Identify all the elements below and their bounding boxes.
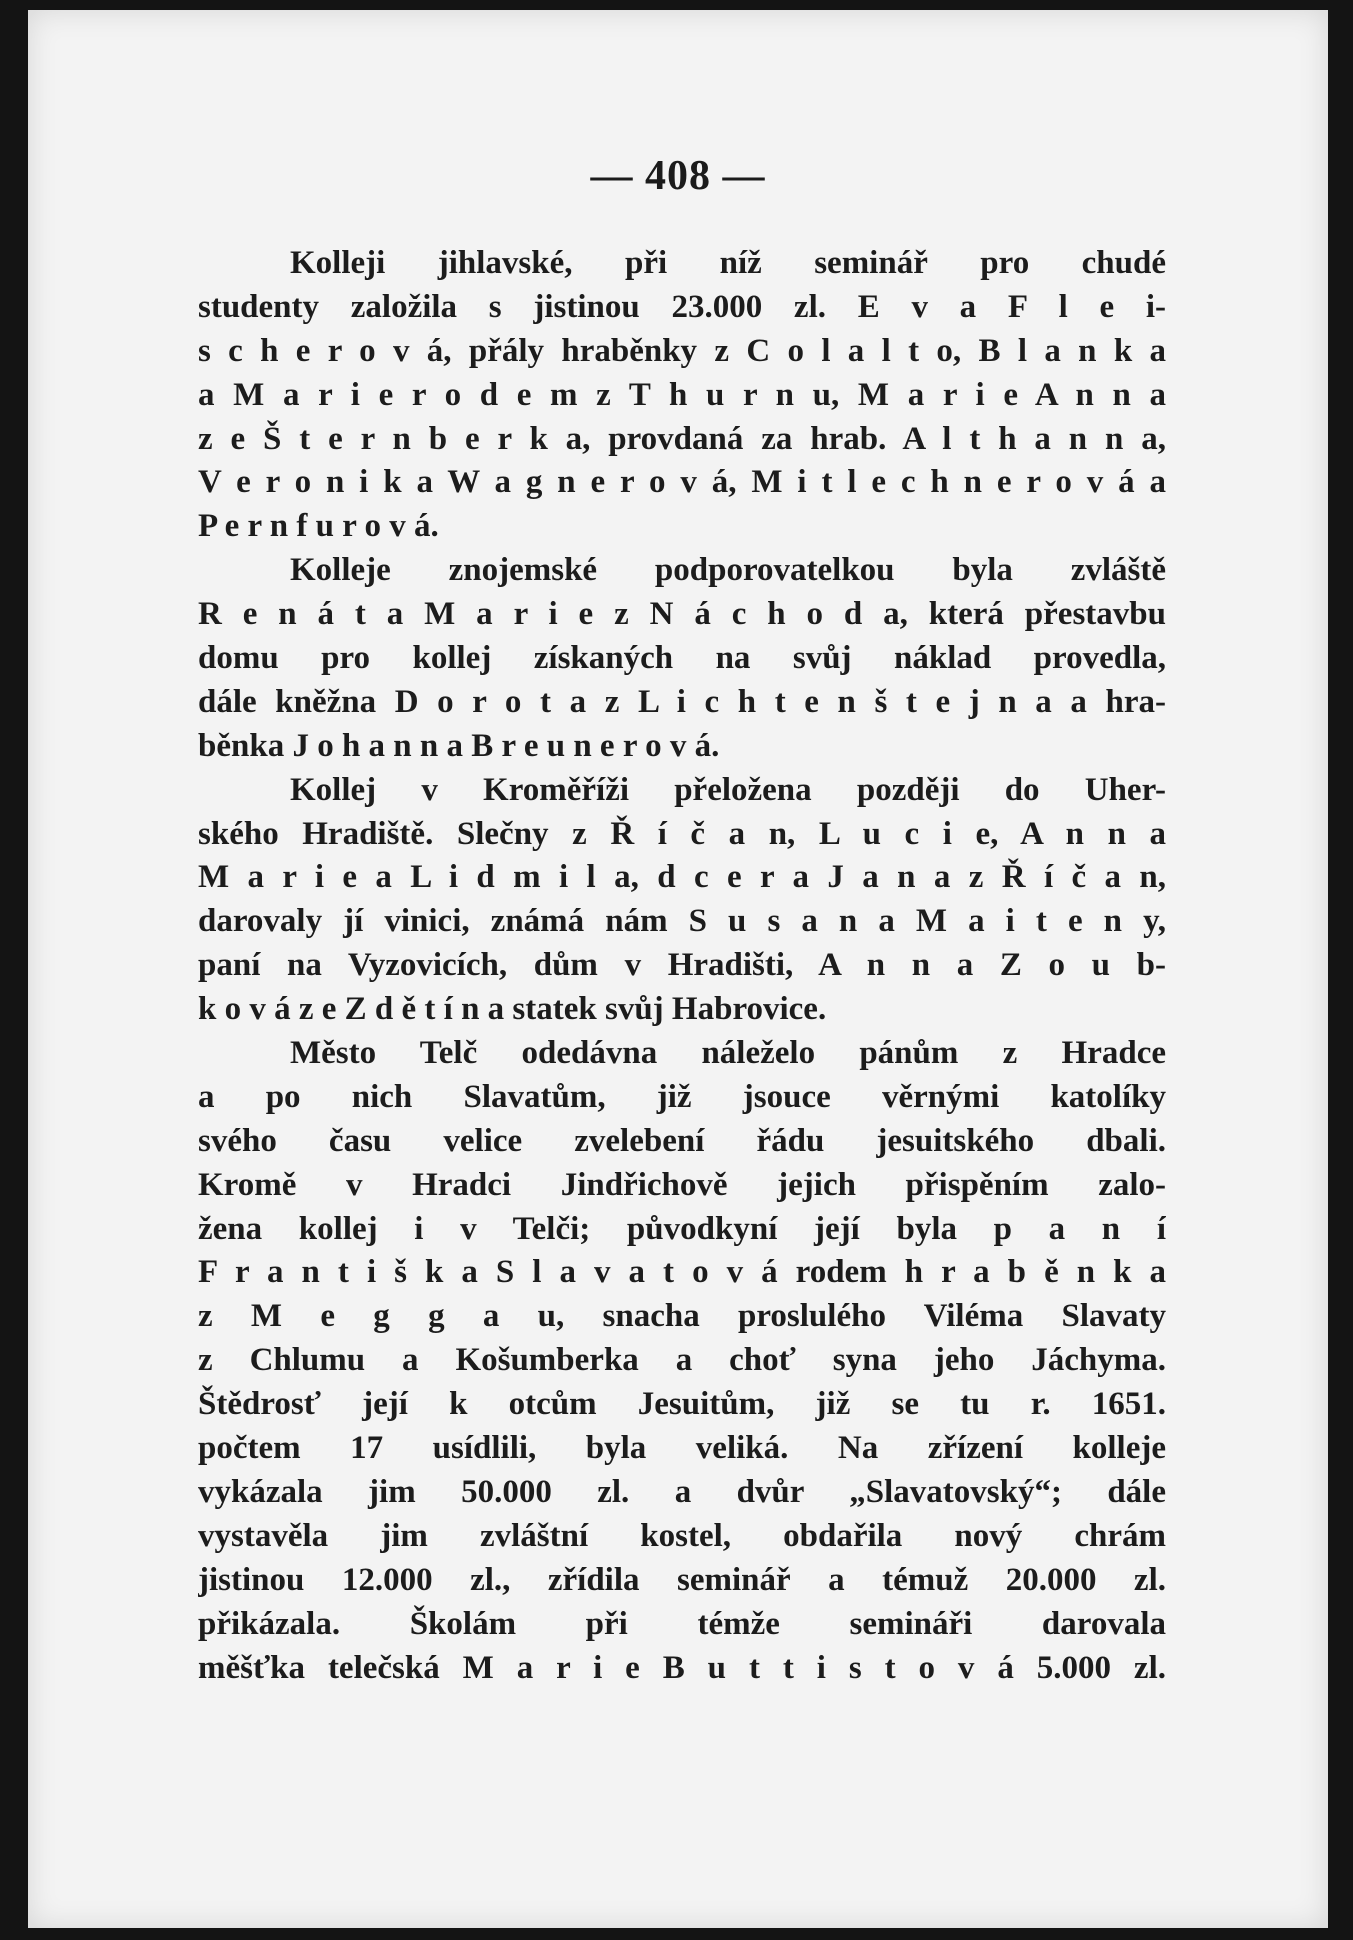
book-page bbox=[28, 10, 1328, 1928]
text-line: s c h e r o v á, přály hraběnky z C o l a l t o, B l a n k a bbox=[198, 332, 1166, 369]
text-line: ského Hradiště. Slečny z Ř í č a n, L u c i e, A n n a bbox=[198, 815, 1166, 852]
text-line: Kolleji jihlavské, při níž seminář pro chudé bbox=[290, 245, 1166, 281]
text-line: z e Š t e r n b e r k a, provdaná za hrab. A l t h a n n a, bbox=[198, 420, 1166, 457]
text-line: z Chlumu a Košumberka a choť syna jeho Jáchyma. bbox=[198, 1342, 1166, 1379]
text-line: F r a n t i š k a S l a v a t o v á rodem h r a b ě n k a bbox=[198, 1254, 1166, 1291]
text-line: Štědrosť její k otcům Jesuitům, již se tu r. 1651. bbox=[198, 1386, 1166, 1423]
body-text bbox=[198, 242, 1166, 1690]
text-line: darovaly jí vinici, známá nám S u s a n a M a i t e n y, bbox=[198, 903, 1166, 940]
text-line: paní na Vyzovicích, dům v Hradišti, A n n a Z o u b- bbox=[198, 947, 1166, 984]
text-line: Kolleje znojemské podporovatelkou byla zvláště bbox=[290, 552, 1166, 589]
text-line: R e n á t a M a r i e z N á c h o d a, která přestavbu bbox=[198, 596, 1166, 633]
text-line: V e r o n i k a W a g n e r o v á, M i t l e c h n e r o v á a bbox=[198, 464, 1166, 501]
text-line: žena kollej i v Telči; původkyní její byla p a n í bbox=[198, 1210, 1166, 1247]
text-line: domu pro kollej získaných na svůj náklad provedla, bbox=[198, 640, 1166, 677]
text-line: svého času velice zvelebení řádu jesuitského dbali. bbox=[198, 1122, 1166, 1159]
text-line: z M e g g a u, snacha proslulého Viléma Slavaty bbox=[198, 1298, 1166, 1335]
text-line: přikázala. Školám při témže semináři darovala bbox=[198, 1605, 1166, 1642]
text-line: P e r n f u r o v á. bbox=[198, 508, 439, 545]
page-number: — 408 — bbox=[590, 153, 766, 199]
text-line: dále kněžna D o r o t a z L i c h t e n š t e j n a a hra- bbox=[198, 683, 1166, 720]
text-line: vykázala jim 50.000 zl. a dvůr „Slavatovský“; dále bbox=[198, 1473, 1166, 1510]
text-line: Město Telč odedávna náleželo pánům z Hradce bbox=[290, 1035, 1166, 1072]
text-line: vystavěla jim zvláštní kostel, obdařila nový chrám bbox=[198, 1517, 1166, 1554]
text-line: studenty založila s jistinou 23.000 zl. E v a F l e i- bbox=[198, 288, 1166, 325]
text-line: Kromě v Hradci Jindřichově jejich přispěním zalo- bbox=[198, 1166, 1166, 1203]
text-line: Kollej v Kroměříži přeložena později do Uher- bbox=[290, 771, 1166, 808]
text-line: a M a r i e r o d e m z T h u r n u, M a r i e A n n a bbox=[198, 376, 1166, 413]
text-line: počtem 17 usídlili, byla veliká. Na zřízení kolleje bbox=[198, 1430, 1166, 1467]
text-line: M a r i e a L i d m i l a, d c e r a J a n a z Ř í č a n, bbox=[198, 859, 1166, 896]
text-line: a po nich Slavatům, již jsouce věrnými katolíky bbox=[198, 1078, 1166, 1115]
text-line: běnka J o h a n n a B r e u n e r o v á. bbox=[198, 727, 720, 764]
text-line: k o v á z e Z d ě t í n a statek svůj Habrovice. bbox=[198, 991, 827, 1028]
text-line: měšťka telečská M a r i e B u t t i s t o v á 5.000 zl. bbox=[198, 1649, 1166, 1686]
text-line: jistinou 12.000 zl., zřídila seminář a témuž 20.000 zl. bbox=[198, 1561, 1166, 1598]
